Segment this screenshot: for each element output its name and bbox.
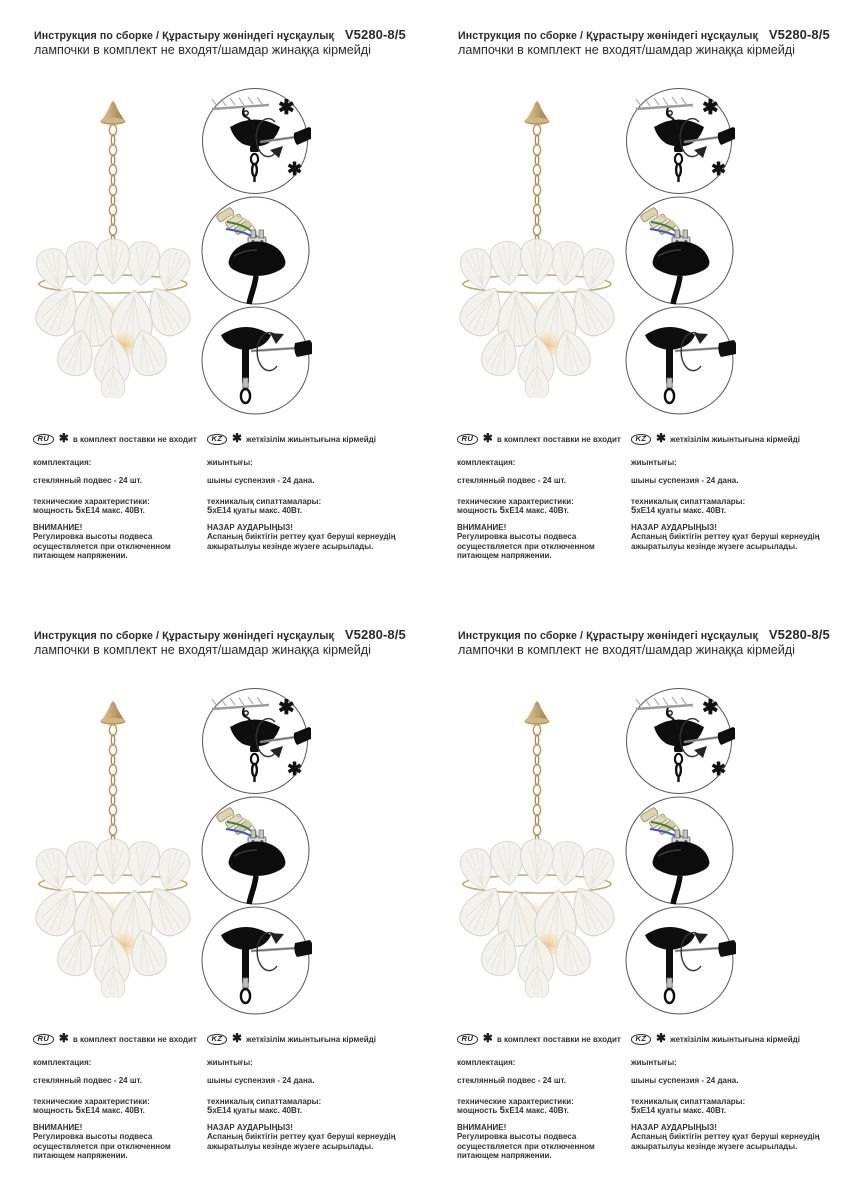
chain-link-icon (251, 154, 258, 182)
kz-power-rest: хЕ14 қуаты макс. 40Вт. (212, 1106, 303, 1115)
ceiling-surface (636, 697, 693, 709)
step-circle-outline (626, 907, 733, 1014)
kz-power-count: 5 (207, 505, 213, 516)
ru-power-prefix: мощность (457, 506, 500, 515)
header-title: Инструкция по сборке / Құрастыру жөніндегі нұсқаулық (34, 630, 334, 642)
kz-kit-item: шыны суспензия - 24 дана. (207, 476, 315, 485)
chandelier-photo (452, 96, 622, 398)
ceiling-surface (212, 697, 269, 709)
asterisk-icon: ✱ (287, 159, 303, 179)
hanging-loop-icon (665, 989, 674, 1003)
kz-specs-label: техникалық сипаттамалары: (207, 496, 322, 506)
gold-ceiling-canopy (101, 701, 126, 725)
kz-power-count: 5 (631, 1105, 637, 1116)
ru-warning-title: ВНИМАНИЕ! (457, 522, 507, 532)
ru-warning-title: ВНИМАНИЕ! (457, 1122, 507, 1132)
panel-header (458, 27, 828, 57)
kz-warning-text: Аспаның биіктігін реттеу қуат беруші кернеудің ажыратылуы кезінде жүзеге асырылады. (631, 1132, 820, 1151)
ru-power-spec (33, 506, 207, 516)
chandelier-photo (452, 696, 622, 998)
asterisk-icon: ✱ (711, 759, 727, 779)
header-subtitle: лампочки в комплект не входят/шамдар жинаққа кірмейді (34, 643, 371, 657)
header-title: Инструкция по сборке / Құрастыру жөніндегі нұсқаулық (34, 30, 334, 42)
ru-column (33, 1030, 207, 1161)
canopy-cup (653, 242, 710, 277)
kz-kit-label: жиынтығы: (207, 458, 253, 467)
chain-link-icon (251, 754, 258, 782)
asterisk-icon: ✱ (482, 430, 493, 445)
language-text-columns (33, 1030, 408, 1161)
step-circle-outline (626, 307, 733, 414)
header-title: Инструкция по сборке / Құрастыру жөніндегі нұсқаулық (458, 630, 758, 642)
kz-note-row (631, 1030, 826, 1046)
kz-column (207, 430, 402, 561)
ru-warning-title: ВНИМАНИЕ! (33, 522, 83, 532)
ru-language-badge: RU (457, 434, 478, 445)
assembly-step3-diagram (199, 304, 312, 417)
header-subtitle: лампочки в комплект не входят/шамдар жинаққа кірмейді (458, 643, 795, 657)
ru-specs-label: технические характеристики: (457, 1096, 574, 1106)
canopy-cup (654, 120, 704, 153)
kz-language-badge: KZ (631, 1034, 651, 1045)
ru-warning-text: Регулировка высоты подвеса осуществляется при отключенном питающем напряжении. (457, 532, 595, 560)
asterisk-icon: ✱ (702, 697, 719, 719)
ru-note-row (457, 430, 631, 446)
kz-warning-title: НАЗАР АУДАРЫҢЫЗ! (631, 522, 717, 532)
asterisk-icon: ✱ (655, 430, 666, 445)
asterisk-icon: ✱ (278, 97, 295, 119)
ru-power-rest: хЕ14 макс. 40Вт. (504, 1106, 569, 1115)
kz-power-count: 5 (207, 1105, 213, 1116)
ru-power-prefix: мощность (33, 1106, 76, 1115)
panel-header (458, 627, 828, 657)
kz-kit-item: шыны суспензия - 24 дана. (631, 1076, 739, 1085)
kz-language-badge: KZ (207, 1034, 227, 1045)
ceiling-surface (636, 97, 693, 109)
header-subtitle: лампочки в комплект не входят/шамдар жинаққа кірмейді (34, 43, 371, 57)
ru-note-text: в комплект поставки не входит (496, 1034, 621, 1044)
ru-power-count: 5 (499, 505, 505, 516)
assembly-step1-diagram (623, 86, 735, 196)
assembly-step1-diagram (199, 86, 311, 196)
kz-warning-text: Аспаның биіктігін реттеу қуат беруші кернеудің ажыратылуы кезінде жүзеге асырылады. (207, 532, 396, 551)
ru-power-count: 5 (75, 1105, 81, 1116)
chain-link-icon (675, 754, 682, 782)
assembly-step1-diagram (199, 686, 311, 796)
language-text-columns (33, 430, 408, 561)
instruction-panel (0, 600, 424, 1200)
language-text-columns (457, 430, 832, 561)
kz-warning-title: НАЗАР АУДАРЫҢЫЗ! (207, 522, 293, 532)
kz-specs-label: техникалық сипаттамалары: (631, 1096, 746, 1106)
ru-power-prefix: мощность (33, 506, 76, 515)
ru-power-spec (457, 506, 631, 516)
ru-column (457, 430, 631, 561)
pendant-cable (249, 876, 256, 904)
assembly-step2-diagram (623, 194, 736, 307)
panel-header (34, 27, 404, 57)
canopy-cup (230, 720, 280, 753)
kz-note-row (207, 430, 402, 446)
header-subtitle: лампочки в комплект не входят/шамдар жинаққа кірмейді (458, 43, 795, 57)
assembly-step1-diagram (623, 686, 735, 796)
kz-column (631, 1030, 826, 1161)
ru-language-badge: RU (457, 1034, 478, 1045)
asterisk-icon: ✱ (58, 1030, 69, 1045)
gold-ceiling-canopy (101, 101, 126, 125)
pendant-cable (249, 276, 256, 304)
asterisk-icon: ✱ (482, 1030, 493, 1045)
ru-specs-label: технические характеристики: (33, 496, 150, 506)
assembly-step3-diagram (623, 304, 736, 417)
ru-power-rest: хЕ14 макс. 40Вт. (504, 506, 569, 515)
pendant-cable (673, 276, 680, 304)
ru-kit-item: стеклянный подвес - 24 шт. (457, 1076, 566, 1085)
kz-warning-title: НАЗАР АУДАРЫҢЫЗ! (207, 1122, 293, 1132)
ru-specs-label: технические характеристики: (33, 1096, 150, 1106)
pendant-cable (673, 876, 680, 904)
kz-power-spec (631, 1106, 826, 1116)
kz-power-spec (207, 1106, 402, 1116)
kz-language-badge: KZ (207, 434, 227, 445)
ru-kit-label: комплектация: (457, 458, 516, 467)
ru-language-badge: RU (33, 1034, 54, 1045)
kz-note-text: жеткізілім жиынтығына кірмейді (246, 1034, 376, 1044)
asterisk-icon: ✱ (287, 759, 303, 779)
gold-ceiling-canopy (525, 101, 550, 125)
asterisk-icon: ✱ (231, 430, 242, 445)
chain-link-icon (675, 154, 682, 182)
ru-warning-title: ВНИМАНИЕ! (33, 1122, 83, 1132)
asterisk-icon: ✱ (58, 430, 69, 445)
glass-petal-cluster (454, 239, 620, 398)
assembly-step2-diagram (199, 794, 312, 907)
kz-warning-title: НАЗАР АУДАРЫҢЫЗ! (631, 1122, 717, 1132)
model-number: V5280-8/5 (344, 27, 406, 42)
canopy-cup (229, 242, 286, 277)
header-title: Инструкция по сборке / Құрастыру жөніндегі нұсқаулық (458, 30, 758, 42)
model-number: V5280-8/5 (768, 627, 830, 642)
canopy-cup (654, 720, 704, 753)
ru-power-count: 5 (499, 1105, 505, 1116)
hanging-loop-icon (241, 989, 250, 1003)
gold-ceiling-canopy (525, 701, 550, 725)
ru-warning-text: Регулировка высоты подвеса осуществляется при отключенном питающем напряжении. (33, 1132, 171, 1160)
header-title-line (34, 627, 404, 642)
instruction-panel (424, 0, 849, 600)
ru-kit-item: стеклянный подвес - 24 шт. (457, 476, 566, 485)
ru-note-row (33, 1030, 207, 1046)
kz-note-text: жеткізілім жиынтығына кірмейді (246, 434, 376, 444)
ru-power-rest: хЕ14 макс. 40Вт. (80, 506, 145, 515)
assembly-step3-diagram (623, 904, 736, 1017)
chandelier-photo (28, 96, 198, 398)
kz-specs-label: техникалық сипаттамалары: (207, 1096, 322, 1106)
ru-kit-label: комплектация: (33, 1058, 92, 1067)
asterisk-icon: ✱ (711, 159, 727, 179)
kz-power-spec (631, 506, 826, 516)
canopy-cup (230, 120, 280, 153)
asterisk-icon: ✱ (702, 97, 719, 119)
ru-kit-item: стеклянный подвес - 24 шт. (33, 476, 142, 485)
kz-column (631, 430, 826, 561)
assembly-step2-diagram (623, 794, 736, 907)
asterisk-icon: ✱ (231, 1030, 242, 1045)
kz-note-row (207, 1030, 402, 1046)
hanging-loop-icon (241, 389, 250, 403)
ru-power-spec (457, 1106, 631, 1116)
glass-petal-cluster (30, 239, 196, 398)
ru-power-prefix: мощность (457, 1106, 500, 1115)
ru-power-count: 5 (75, 505, 81, 516)
ru-kit-label: комплектация: (457, 1058, 516, 1067)
ru-note-row (33, 430, 207, 446)
ru-note-text: в комплект поставки не входит (72, 1034, 197, 1044)
kz-power-rest: хЕ14 қуаты макс. 40Вт. (636, 1106, 727, 1115)
glass-petal-cluster (30, 839, 196, 998)
language-text-columns (457, 1030, 832, 1161)
ru-column (33, 430, 207, 561)
panel-header (34, 627, 404, 657)
ru-language-badge: RU (33, 434, 54, 445)
kz-kit-label: жиынтығы: (207, 1058, 253, 1067)
instruction-panel (0, 0, 424, 600)
ru-warning-text: Регулировка высоты подвеса осуществляется при отключенном питающем напряжении. (33, 532, 171, 560)
glass-petal-cluster (454, 839, 620, 998)
instruction-panel (424, 600, 849, 1200)
kz-column (207, 1030, 402, 1161)
header-title-line (34, 27, 404, 42)
header-title-line (458, 627, 828, 642)
hanging-loop-icon (665, 389, 674, 403)
kz-power-count: 5 (631, 505, 637, 516)
asterisk-icon: ✱ (278, 697, 295, 719)
ru-note-text: в комплект поставки не входит (496, 434, 621, 444)
kz-kit-label: жиынтығы: (631, 458, 677, 467)
assembly-step3-diagram (199, 904, 312, 1017)
kz-power-rest: хЕ14 қуаты макс. 40Вт. (212, 506, 303, 515)
ru-warning-text: Регулировка высоты подвеса осуществляется при отключенном питающем напряжении. (457, 1132, 595, 1160)
ceiling-surface (212, 97, 269, 109)
ru-note-row (457, 1030, 631, 1046)
chandelier-photo (28, 696, 198, 998)
kz-warning-text: Аспаның биіктігін реттеу қуат беруші кернеудің ажыратылуы кезінде жүзеге асырылады. (631, 532, 820, 551)
kz-specs-label: техникалық сипаттамалары: (631, 496, 746, 506)
kz-note-text: жеткізілім жиынтығына кірмейді (670, 1034, 800, 1044)
header-title-line (458, 27, 828, 42)
ru-power-spec (33, 1106, 207, 1116)
step-circle-outline (202, 307, 309, 414)
model-number: V5280-8/5 (768, 27, 830, 42)
ru-kit-item: стеклянный подвес - 24 шт. (33, 1076, 142, 1085)
model-number: V5280-8/5 (344, 627, 406, 642)
kz-note-row (631, 430, 826, 446)
kz-power-spec (207, 506, 402, 516)
ru-column (457, 1030, 631, 1161)
step-circle-outline (202, 907, 309, 1014)
kz-note-text: жеткізілім жиынтығына кірмейді (670, 434, 800, 444)
kz-power-rest: хЕ14 қуаты макс. 40Вт. (636, 506, 727, 515)
kz-kit-item: шыны суспензия - 24 дана. (207, 1076, 315, 1085)
ru-note-text: в комплект поставки не входит (72, 434, 197, 444)
ru-power-rest: хЕ14 макс. 40Вт. (80, 1106, 145, 1115)
kz-kit-label: жиынтығы: (631, 1058, 677, 1067)
canopy-cup (653, 842, 710, 877)
kz-warning-text: Аспаның биіктігін реттеу қуат беруші кернеудің ажыратылуы кезінде жүзеге асырылады. (207, 1132, 396, 1151)
kz-kit-item: шыны суспензия - 24 дана. (631, 476, 739, 485)
assembly-step2-diagram (199, 194, 312, 307)
kz-language-badge: KZ (631, 434, 651, 445)
canopy-cup (229, 842, 286, 877)
ru-kit-label: комплектация: (33, 458, 92, 467)
asterisk-icon: ✱ (655, 1030, 666, 1045)
ru-specs-label: технические характеристики: (457, 496, 574, 506)
